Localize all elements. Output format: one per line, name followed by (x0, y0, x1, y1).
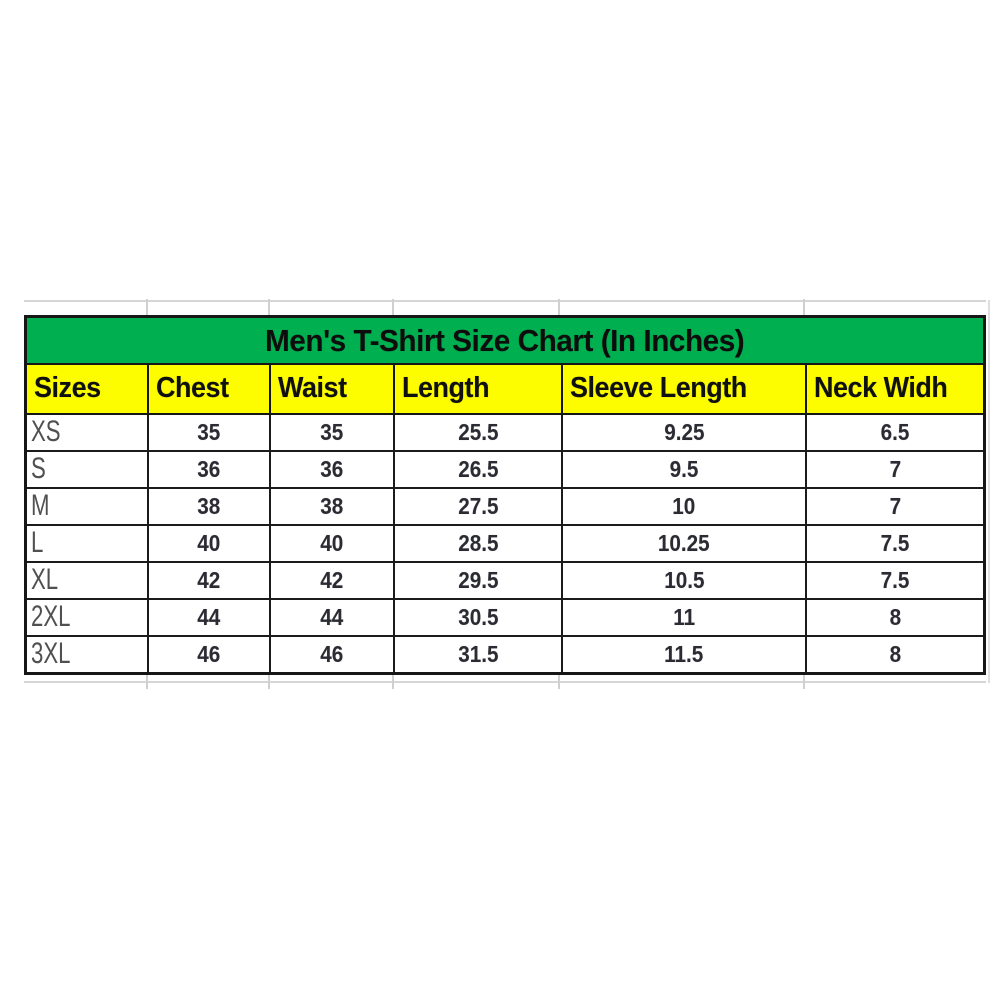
measurement-cell (563, 452, 807, 487)
size-label-cell (27, 452, 149, 487)
measurement-value: 11 (673, 604, 695, 630)
measurement-cell (149, 563, 271, 598)
table-row (27, 563, 983, 600)
measurement-value: 10 (672, 493, 696, 519)
gridline-tick (803, 675, 805, 689)
measurement-cell (149, 452, 271, 487)
measurement-cell (149, 637, 271, 672)
header-cell-length (395, 365, 563, 413)
gridline-tick (146, 299, 148, 316)
measurement-cell (563, 637, 807, 672)
size-label-cell (27, 526, 149, 561)
measurement-value: 44 (320, 604, 344, 630)
size-chart-table (24, 315, 986, 675)
measurement-cell (149, 415, 271, 450)
header-cell-sleeve-length (563, 365, 807, 413)
header-cell-label: Chest (156, 372, 229, 404)
measurement-value: 38 (197, 493, 221, 519)
table-body (27, 415, 983, 672)
header-cell-label: Length (402, 372, 490, 404)
measurement-value: 36 (197, 456, 221, 482)
measurement-value: 42 (320, 567, 344, 593)
gridline-right (988, 300, 990, 683)
measurement-cell (395, 600, 563, 635)
measurement-value: 28.5 (457, 530, 499, 556)
measurement-value: 10.25 (658, 530, 710, 556)
header-cell-label: Sleeve Length (570, 372, 747, 404)
measurement-value: 7.5 (880, 567, 910, 593)
measurement-value: 10.5 (663, 567, 705, 593)
measurement-value: 38 (320, 493, 344, 519)
measurement-cell (271, 489, 395, 524)
measurement-cell (807, 637, 983, 672)
table-row (27, 452, 983, 489)
measurement-cell (271, 600, 395, 635)
measurement-value: 7 (889, 493, 901, 519)
measurement-cell (271, 637, 395, 672)
measurement-value: 8 (889, 604, 901, 630)
table-row (27, 600, 983, 637)
header-cell-label: Neck Widh (814, 372, 948, 404)
measurement-value: 9.25 (663, 419, 705, 445)
gridline-tick (558, 299, 560, 316)
measurement-cell (271, 526, 395, 561)
measurement-value: 26.5 (457, 456, 499, 482)
table-row (27, 526, 983, 563)
measurement-value: 25.5 (457, 419, 499, 445)
measurement-cell (807, 600, 983, 635)
measurement-value: 7.5 (880, 530, 910, 556)
header-cell-neck-widh (807, 365, 983, 413)
measurement-cell (395, 415, 563, 450)
gridline-tick (268, 675, 270, 689)
measurement-value: 8 (889, 641, 901, 667)
gridline-top (24, 300, 986, 302)
measurement-value: 40 (320, 530, 344, 556)
measurement-value: 35 (197, 419, 221, 445)
header-cell-waist (271, 365, 395, 413)
measurement-cell (395, 637, 563, 672)
header-cell-sizes (27, 365, 149, 413)
size-label-cell (27, 489, 149, 524)
table-title-bar (27, 318, 983, 365)
measurement-value: 42 (197, 567, 221, 593)
measurement-value: 46 (320, 641, 344, 667)
measurement-cell (395, 452, 563, 487)
header-cell-label: Waist (278, 372, 347, 404)
size-label: S (31, 452, 46, 485)
measurement-cell (563, 415, 807, 450)
measurement-cell (563, 600, 807, 635)
size-label-cell (27, 600, 149, 635)
table-row (27, 489, 983, 526)
measurement-cell (149, 600, 271, 635)
measurement-value: 44 (197, 604, 221, 630)
measurement-cell (271, 452, 395, 487)
gridline-tick (392, 675, 394, 689)
table-title: Men's T-Shirt Size Chart (In Inches) (265, 323, 745, 358)
measurement-value: 31.5 (457, 641, 499, 667)
measurement-cell (807, 563, 983, 598)
header-cell-chest (149, 365, 271, 413)
size-label-cell (27, 637, 149, 672)
measurement-cell (807, 452, 983, 487)
header-cell-label: Sizes (34, 372, 101, 404)
measurement-cell (807, 526, 983, 561)
measurement-value: 7 (889, 456, 901, 482)
size-label: 3XL (31, 637, 71, 670)
measurement-cell (563, 563, 807, 598)
gridline-tick (558, 675, 560, 689)
measurement-cell (271, 415, 395, 450)
measurement-cell (271, 563, 395, 598)
measurement-cell (395, 489, 563, 524)
measurement-cell (563, 526, 807, 561)
measurement-value: 40 (197, 530, 221, 556)
measurement-value: 11.5 (664, 641, 704, 667)
measurement-cell (395, 526, 563, 561)
measurement-cell (563, 489, 807, 524)
size-label: XS (31, 415, 61, 448)
table-header-row (27, 365, 983, 415)
size-label-cell (27, 415, 149, 450)
gridline-bottom (24, 681, 986, 683)
measurement-value: 46 (197, 641, 221, 667)
gridline-tick (268, 299, 270, 316)
size-label: 2XL (31, 600, 71, 633)
measurement-value: 30.5 (457, 604, 499, 630)
measurement-value: 29.5 (457, 567, 499, 593)
gridline-tick (146, 675, 148, 689)
size-label: M (31, 489, 50, 522)
size-label: L (31, 526, 44, 559)
measurement-cell (149, 526, 271, 561)
measurement-cell (149, 489, 271, 524)
measurement-cell (395, 563, 563, 598)
size-label: XL (31, 563, 59, 596)
table-row (27, 415, 983, 452)
gridline-tick (803, 299, 805, 316)
measurement-value: 27.5 (457, 493, 499, 519)
measurement-cell (807, 489, 983, 524)
measurement-value: 36 (320, 456, 344, 482)
measurement-value: 6.5 (880, 419, 910, 445)
measurement-cell (807, 415, 983, 450)
measurement-value: 35 (320, 419, 344, 445)
table-row (27, 637, 983, 672)
size-label-cell (27, 563, 149, 598)
measurement-value: 9.5 (669, 456, 699, 482)
gridline-tick (392, 299, 394, 316)
